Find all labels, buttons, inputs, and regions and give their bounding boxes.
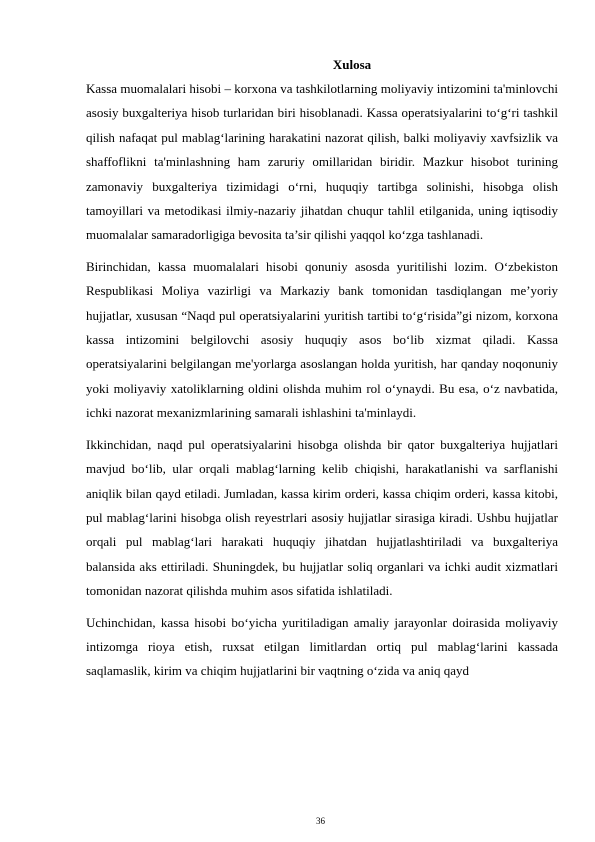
document-title: Xulosa xyxy=(332,57,372,72)
document-page xyxy=(86,53,558,691)
paragraph-intro: Kassa muomalalari hisobi – korxona va tashkilotlarning moliyaviy intizomini ta'minlovchi asosiy buxgalteriya hisob turlaridan biri hisoblanadi. Kassa operatsiyalarini to‘g‘ri tashkil qilish nafaqat pul mablag‘larining harakatini nazorat qilish, balki moliyaviy xavfsizlik va shaffoflikni ta'minlashning ham zaruriy omillaridan biridir. Mazkur hisobot turining zamonaviy buxgalteriya tizimidagi o‘rni, huquqiy tartibga solinishi, hisobga olish tamoyillari va metodikasi ilmiy-nazariy jihatdan chuqur tahlil etilganida, uning iqtisodiy muomalalar samaradorligiga bevosita ta’sir qilishi yaqqol ko‘zga tashlanadi. xyxy=(86,81,558,243)
paragraph-first-point: Birinchidan, kassa muomalalari hisobi qonuniy asosda yuritilishi lozim. O‘zbekiston Respublikasi Moliya vazirligi va Markaziy bank tomonidan tasdiqlangan me’yoriy hujjatlar, xususan “Naqd pul operatsiyalarini yuritish tartibi to‘g‘risida”gi nizom, korxona kassa intizomini belgilovchi asosiy huquqiy asos bo‘lib xizmat qiladi. Kassa operatsiyalarini belgilangan me'yorlarga asoslangan holda yuritish, har qanday noqonuniy yoki moliyaviy xatoliklarning oldini olishda muhim rol o‘ynaydi. Bu esa, o‘z navbatida, ichki nazorat mexanizmlarining samarali ishlashini ta'minlaydi. xyxy=(86,258,558,421)
paragraph-third-point: Uchinchidan, kassa hisobi bo‘yicha yuritiladigan amaliy jarayonlar doirasida moliyaviy intizomga rioya etish, ruxsat etilgan limitlardan ortiq pul mablag‘larini kassada saqlamaslik, kirim va chiqim hujjatlarini bir vaqtning o‘zida va aniq qayd xyxy=(86,614,558,679)
paragraph-second-point: Ikkinchidan, naqd pul operatsiyalarini hisobga olishda bir qator buxgalteriya hujjatlari mavjud bo‘lib, ular orqali mablag‘larning kelib chiqishi, harakatlanishi va sarflanishi aniqlik bilan qayd etiladi. Jumladan, kassa kirim orderi, kassa chiqim orderi, kassa kitobi, pul mablag‘larini hisobga olish reyestrlari asosiy hujjatlar sirasiga kiradi. Ushbu hujjatlar orqali pul mablag‘lari harakati huquqiy jihatdan hujjatlashtiriladi va buxgalteriya balansida aks ettiriladi. Shuningdek, bu hujjatlar soliq organlari va ichki audit xizmatlari tomonidan nazorat qilishda muhim asos sifatida ishlatiladi. xyxy=(86,436,558,599)
page-number: 36 xyxy=(316,816,325,826)
